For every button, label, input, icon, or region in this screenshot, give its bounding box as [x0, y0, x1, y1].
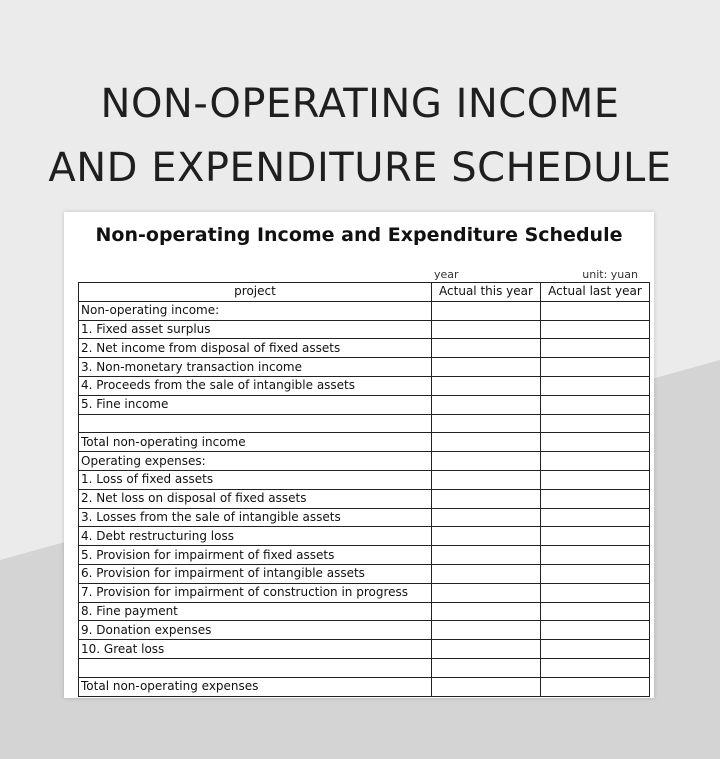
cell-actual-last-year[interactable]	[541, 376, 650, 395]
table-row	[79, 301, 650, 320]
cell-actual-last-year[interactable]	[541, 489, 650, 508]
cell-actual-this-year[interactable]	[432, 602, 541, 621]
header-actual-last-year: Actual last year	[541, 283, 650, 302]
cell-actual-last-year[interactable]	[541, 339, 650, 358]
cell-actual-last-year[interactable]	[541, 452, 650, 471]
cell-actual-last-year[interactable]	[541, 677, 650, 696]
row-label: 6. Provision for impairment of intangible assets	[79, 564, 432, 583]
row-label: Total non-operating income	[79, 433, 432, 452]
cell-actual-last-year[interactable]	[541, 658, 650, 677]
cell-actual-last-year[interactable]	[541, 470, 650, 489]
cell-actual-last-year[interactable]	[541, 358, 650, 377]
row-label: Total non-operating expenses	[79, 677, 432, 696]
table-row	[79, 546, 650, 565]
cell-actual-this-year[interactable]	[432, 358, 541, 377]
table-row	[79, 433, 650, 452]
row-label: 3. Losses from the sale of intangible assets	[79, 508, 432, 527]
cell-actual-last-year[interactable]	[541, 395, 650, 414]
cell-actual-last-year[interactable]	[541, 621, 650, 640]
year-label: year	[434, 268, 459, 281]
cell-actual-last-year[interactable]	[541, 301, 650, 320]
cell-actual-last-year[interactable]	[541, 433, 650, 452]
table-row	[79, 640, 650, 659]
table-row	[79, 320, 650, 339]
row-label: Operating expenses:	[79, 452, 432, 471]
unit-label: unit: yuan	[582, 268, 638, 281]
row-label: Non-operating income:	[79, 301, 432, 320]
table-row	[79, 358, 650, 377]
row-label: 9. Donation expenses	[79, 621, 432, 640]
cell-actual-last-year[interactable]	[541, 508, 650, 527]
row-label	[79, 414, 432, 433]
cell-actual-last-year[interactable]	[541, 583, 650, 602]
cell-actual-this-year[interactable]	[432, 301, 541, 320]
cell-actual-this-year[interactable]	[432, 452, 541, 471]
row-label: 1. Fixed asset surplus	[79, 320, 432, 339]
header-project: project	[79, 283, 432, 302]
row-label: 7. Provision for impairment of construction in progress	[79, 583, 432, 602]
table-row	[79, 452, 650, 471]
schedule-table	[78, 282, 650, 697]
cell-actual-this-year[interactable]	[432, 470, 541, 489]
cell-actual-last-year[interactable]	[541, 527, 650, 546]
table-row	[79, 414, 650, 433]
table-header-row	[79, 283, 650, 302]
table-row	[79, 376, 650, 395]
cell-actual-this-year[interactable]	[432, 320, 541, 339]
cell-actual-this-year[interactable]	[432, 621, 541, 640]
row-label	[79, 658, 432, 677]
table-row	[79, 602, 650, 621]
row-label: 2. Net loss on disposal of fixed assets	[79, 489, 432, 508]
cell-actual-this-year[interactable]	[432, 414, 541, 433]
table-row	[79, 395, 650, 414]
table-row	[79, 583, 650, 602]
cell-actual-this-year[interactable]	[432, 489, 541, 508]
banner-title	[0, 72, 720, 200]
header-actual-this-year: Actual this year	[432, 283, 541, 302]
row-label: 2. Net income from disposal of fixed assets	[79, 339, 432, 358]
cell-actual-this-year[interactable]	[432, 395, 541, 414]
cell-actual-this-year[interactable]	[432, 583, 541, 602]
row-label: 4. Debt restructuring loss	[79, 527, 432, 546]
cell-actual-last-year[interactable]	[541, 640, 650, 659]
row-label: 10. Great loss	[79, 640, 432, 659]
cell-actual-last-year[interactable]	[541, 546, 650, 565]
row-label: 4. Proceeds from the sale of intangible assets	[79, 376, 432, 395]
table-row	[79, 339, 650, 358]
row-label: 5. Fine income	[79, 395, 432, 414]
row-label: 1. Loss of fixed assets	[79, 470, 432, 489]
table-row	[79, 658, 650, 677]
cell-actual-this-year[interactable]	[432, 677, 541, 696]
cell-actual-last-year[interactable]	[541, 564, 650, 583]
table-row	[79, 677, 650, 696]
sheet-title: Non-operating Income and Expenditure Schedule	[95, 224, 623, 246]
banner-title-line1: NON-OPERATING INCOME	[100, 81, 620, 127]
cell-actual-last-year[interactable]	[541, 602, 650, 621]
table-row	[79, 527, 650, 546]
row-label: 3. Non-monetary transaction income	[79, 358, 432, 377]
banner-title-line2: AND EXPENDITURE SCHEDULE	[48, 145, 672, 191]
row-label: 8. Fine payment	[79, 602, 432, 621]
cell-actual-this-year[interactable]	[432, 564, 541, 583]
row-label: 5. Provision for impairment of fixed assets	[79, 546, 432, 565]
cell-actual-this-year[interactable]	[432, 508, 541, 527]
cell-actual-last-year[interactable]	[541, 414, 650, 433]
table-row	[79, 470, 650, 489]
table-row	[79, 508, 650, 527]
table-row	[79, 564, 650, 583]
table-row	[79, 489, 650, 508]
cell-actual-this-year[interactable]	[432, 376, 541, 395]
cell-actual-this-year[interactable]	[432, 527, 541, 546]
cell-actual-this-year[interactable]	[432, 640, 541, 659]
cell-actual-last-year[interactable]	[541, 320, 650, 339]
schedule-sheet	[64, 212, 654, 698]
table-row	[79, 621, 650, 640]
cell-actual-this-year[interactable]	[432, 546, 541, 565]
cell-actual-this-year[interactable]	[432, 658, 541, 677]
cell-actual-this-year[interactable]	[432, 339, 541, 358]
cell-actual-this-year[interactable]	[432, 433, 541, 452]
